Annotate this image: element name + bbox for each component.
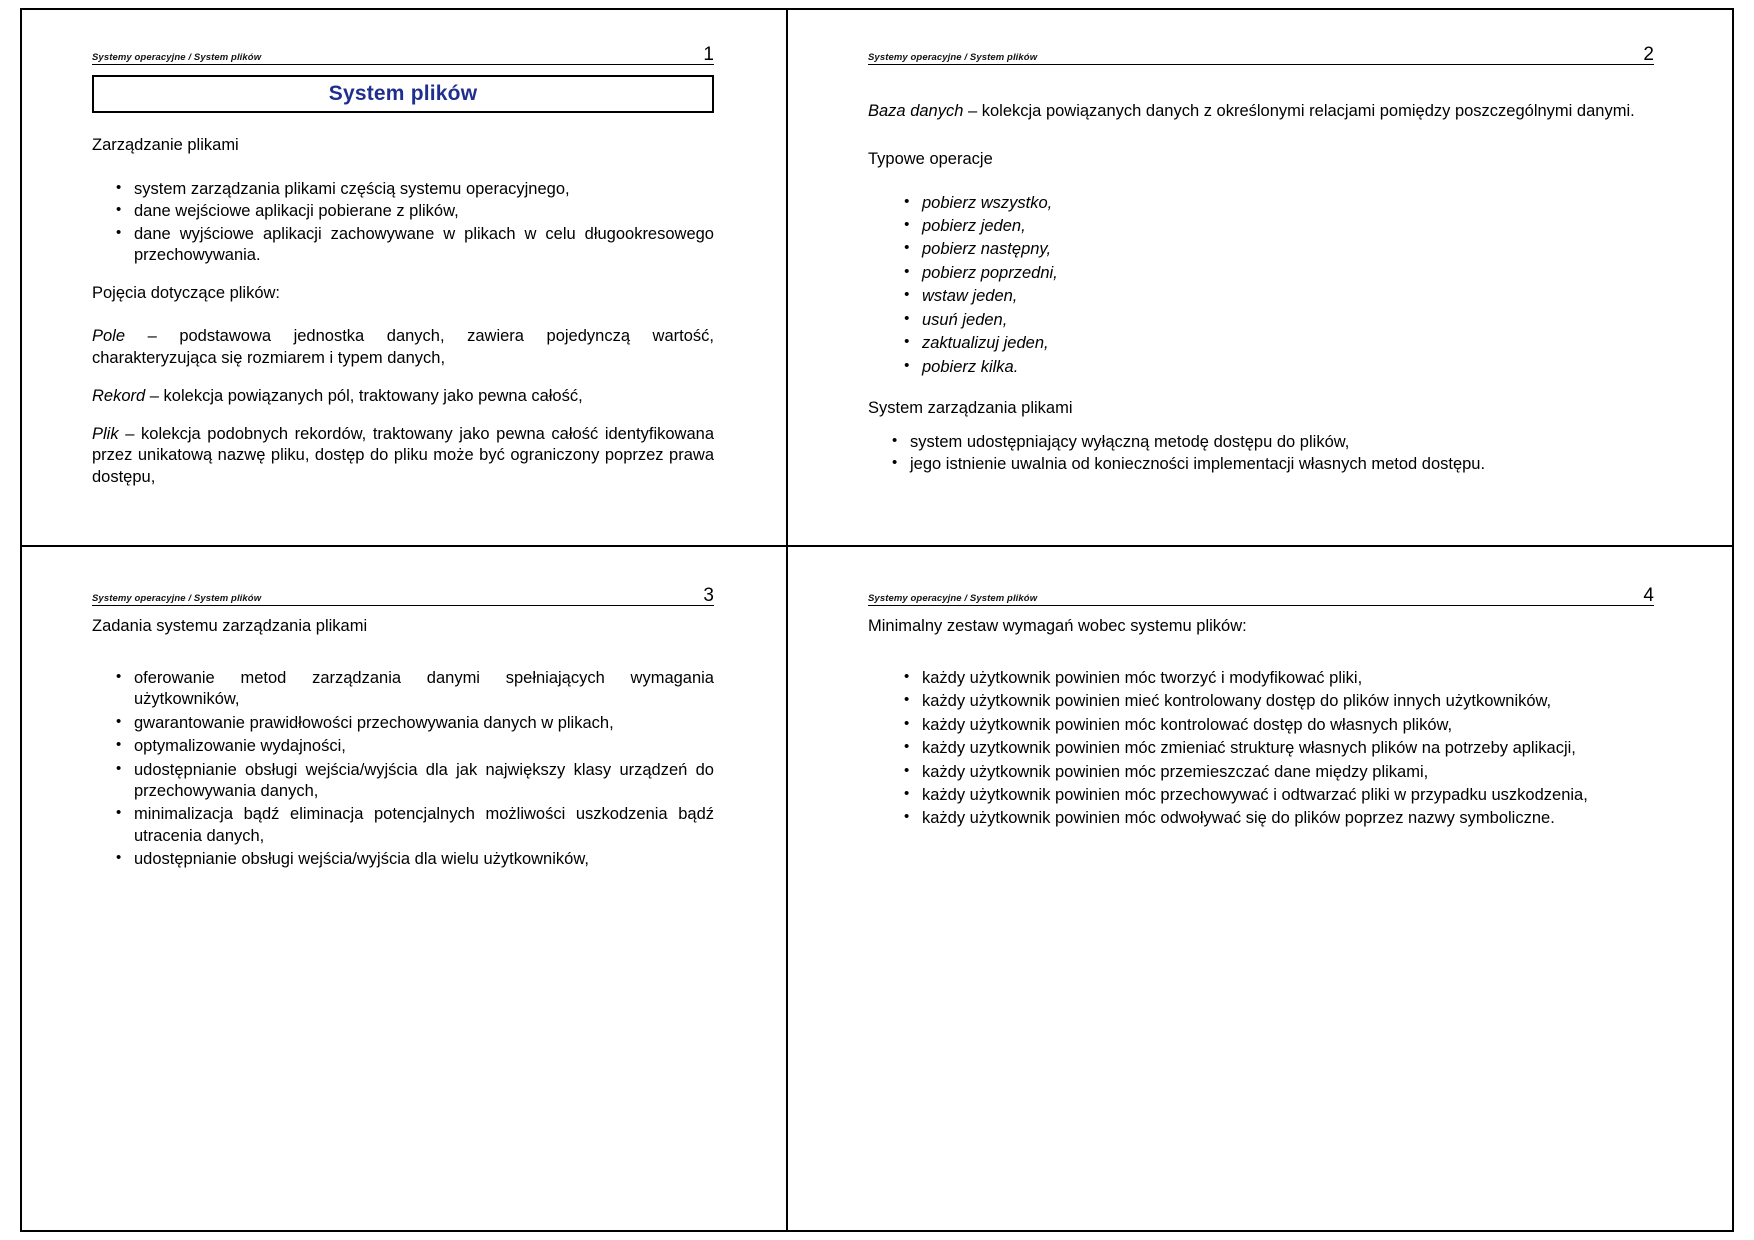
list-item: • każdy użytkownik powinien móc kontrolować dostęp do własnych plików, (920, 715, 1654, 736)
slide-panel-2 (790, 10, 1732, 543)
definition-term: Plik (92, 424, 119, 443)
section-lead-4: Minimalny zestaw wymagań wobec systemu plików: (868, 617, 1247, 635)
list-item: • system udostępniający wyłączną metodę dostępu do plików, (908, 432, 1654, 453)
list-item: • każdy uzytkownik powinien móc zmieniać strukturę własnych plików na potrzeby aplikacji, (920, 738, 1654, 759)
list-item: • pobierz poprzedni, (920, 263, 1654, 284)
section-label-pojecia: Pojęcia dotyczące plików: (92, 283, 281, 302)
slide-page-number: 2 (1643, 44, 1654, 65)
slide-title-box (92, 75, 714, 113)
list-item: • zaktualizuj jeden, (920, 333, 1654, 354)
list-item: • pobierz jeden, (920, 216, 1654, 237)
list-item: • każdy użytkownik powinien móc przemieszczać dane między plikami, (920, 762, 1654, 783)
list-item: • dane wyjściowe aplikacji zachowywane w plikach w celu długookresowego przechowywania. (132, 224, 714, 267)
slide-header-1 (92, 44, 714, 65)
spacer (92, 316, 714, 326)
definition-body: – kolekcja powiązanych pól, traktowany jako pewna całość, (145, 386, 583, 405)
list-item: • usuń jeden, (920, 310, 1654, 331)
list-item: • każdy użytkownik powinien mieć kontrolowany dostęp do plików innych użytkowników, (920, 691, 1654, 712)
slide-panel-4 (790, 549, 1732, 1230)
list-item: • gwarantowanie prawidłowości przechowywania danych w plikach, (132, 713, 714, 734)
slide-page-number: 1 (703, 44, 714, 65)
definition-rekord (92, 386, 714, 408)
list-item: • jego istnienie uwalnia od konieczności implementacji własnych metod dostępu. (908, 454, 1654, 475)
list-item: • każdy użytkownik powinien móc tworzyć i modyfikować pliki, (920, 668, 1654, 689)
column-divider (786, 8, 788, 1232)
slide-page-number: 4 (1643, 585, 1654, 606)
list-item: • pobierz następny, (920, 239, 1654, 260)
definition-body: – podstawowa jednostka danych, zawiera pojedynczą wartość, charakteryzująca się rozmiarem i typem danych, (92, 327, 714, 368)
running-header-text: Systemy operacyjne / System plików (868, 593, 1038, 604)
list-item: • oferowanie metod zarządzania danymi spełniających wymagania użytkowników, (132, 668, 714, 711)
definition-term: Pole (92, 327, 126, 346)
slide-panel-1 (22, 10, 784, 543)
slide-header-4 (868, 585, 1654, 606)
spacer (868, 650, 1654, 668)
bullet-list-3 (92, 668, 714, 871)
definition-term: Baza danych (868, 102, 964, 120)
section-label-typowe-operacje: Typowe operacje (868, 149, 993, 168)
slide-header-3 (92, 585, 714, 606)
bullet-list-1 (92, 179, 714, 267)
spacer (92, 650, 714, 668)
fms-bullet-list (868, 432, 1654, 476)
definition-body: – kolekcja podobnych rekordów, traktowany jako pewna całość identyfikowana przez unikatową nazwę pliku, dostęp do pliku może być ograniczony poprzez prawa dostępu, (92, 424, 714, 487)
list-item: • dane wejściowe aplikacji pobierane z plików, (132, 201, 714, 222)
list-item: • system zarządzania plikami częścią systemu operacyjnego, (132, 179, 714, 200)
list-item: • udostępnianie obsługi wejścia/wyjścia dla jak największy klasy urządzeń do przechowywania danych, (132, 760, 714, 803)
definition-baza-danych (868, 101, 1654, 123)
definition-pole (92, 326, 714, 370)
running-header-text: Systemy operacyjne / System plików (868, 52, 1038, 63)
bullet-list-4 (868, 668, 1654, 830)
slide-panel-3 (22, 549, 784, 1230)
spacer (868, 183, 1654, 193)
list-item: • optymalizowanie wydajności, (132, 736, 714, 757)
definition-body: – kolekcja powiązanych danych z określonymi relacjami pomiędzy poszczególnymi danymi. (963, 102, 1635, 120)
spacer (92, 169, 714, 179)
slide-header-2 (868, 44, 1654, 65)
operations-list (868, 193, 1654, 379)
row-divider (20, 545, 1734, 547)
running-header-text: Systemy operacyjne / System plików (92, 593, 262, 604)
list-item: • każdy użytkownik powinien móc przechowywać i odtwarzać pliki w przypadku uszkodzenia, (920, 785, 1654, 806)
spacer (868, 75, 1654, 101)
list-item: • pobierz kilka. (920, 357, 1654, 378)
page-title: System plików (328, 82, 478, 105)
list-item: • udostępnianie obsługi wejścia/wyjścia dla wielu użytkowników, (132, 849, 714, 870)
list-item: • każdy użytkownik powinien móc odwoływać się do plików poprzez nazwy symboliczne. (920, 808, 1654, 829)
section-label-system-zarzadzania: System zarządzania plikami (868, 399, 1073, 418)
definition-plik (92, 424, 714, 489)
spacer (868, 139, 1654, 149)
list-item: • pobierz wszystko, (920, 193, 1654, 214)
list-item: • wstaw jeden, (920, 286, 1654, 307)
list-item: • minimalizacja bądź eliminacja potencjalnych możliwości uszkodzenia bądź utracenia danych, (132, 804, 714, 847)
section-lead-3: Zadania systemu zarządzania plikami (92, 617, 368, 635)
slide-page-number: 3 (703, 585, 714, 606)
definition-term: Rekord (92, 386, 146, 405)
section-lead-1: Zarządzanie plikami (92, 136, 239, 154)
running-header-text: Systemy operacyjne / System plików (92, 52, 262, 63)
